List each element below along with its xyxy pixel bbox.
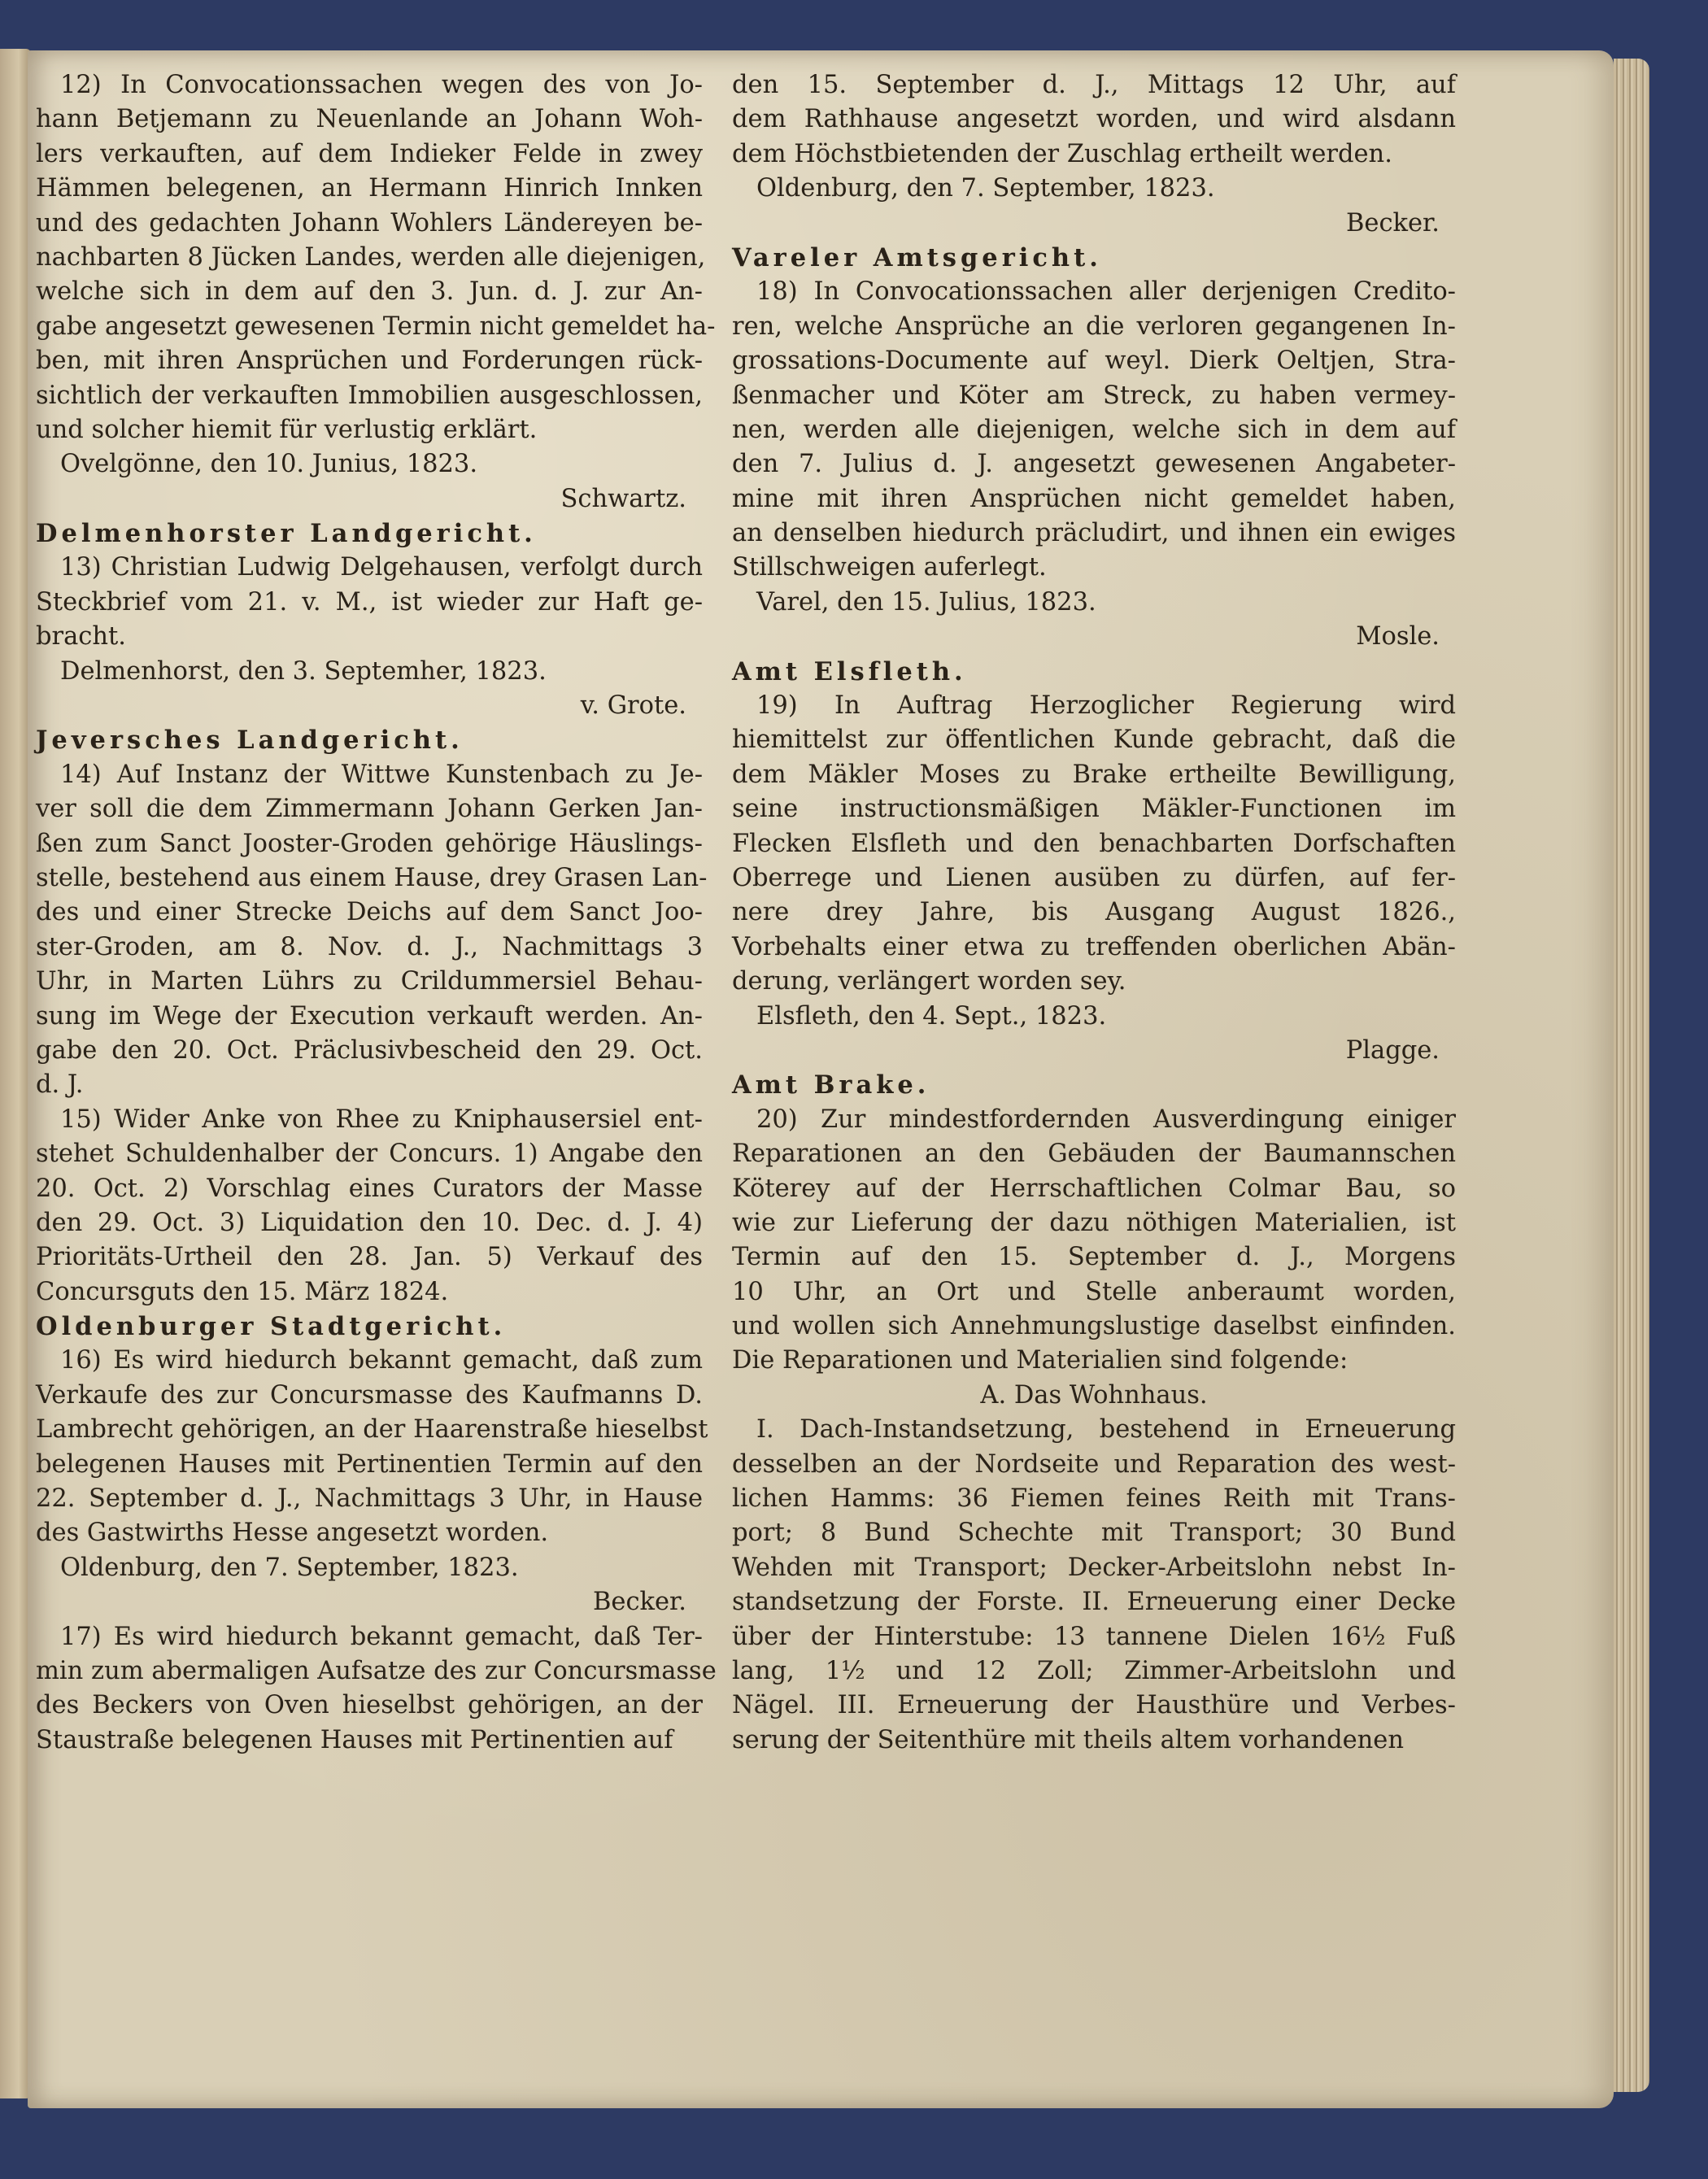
text-line: 20) Zur mindestfordernden Ausverdingung einiger [756,1105,1456,1134]
subsection-heading: A. Das Wohnhaus. [980,1380,1208,1410]
text-line: 10 Uhr, an Ort und Stelle anberaumt worden, [732,1277,1456,1306]
text-line: Stillschweigen auferlegt. [732,553,1047,582]
text-line: Die Reparationen und Materialien sind folgende: [732,1346,1349,1375]
text-line: den 15. September d. J., Mittags 12 Uhr, auf [732,71,1456,99]
text-line: gabe den 20. Oct. Präclusivbescheid den 29. Oct. [36,1035,703,1065]
text-line: wie zur Lieferung der dazu nöthigen Materialien, ist [732,1208,1456,1237]
previous-page-edge [0,49,31,2098]
signature: Schwartz. [560,484,686,513]
text-line: 20. Oct. 2) Vorschlag eines Curators der Masse [36,1174,703,1203]
text-line: lers verkauften, auf dem Indieker Felde in zwey [36,139,703,168]
signature: Becker. [592,1588,686,1617]
text-line: des und einer Strecke Deichs auf dem Sanct Joo- [36,898,703,927]
place-date-line: Delmenhorst, den 3. Septemher, 1823. [60,656,547,686]
text-line: Staustraße belegenen Hauses mit Pertinentien auf [36,1725,673,1754]
text-line: dem Höchstbietenden der Zuschlag ertheilt werden. [732,139,1392,168]
text-line: über der Hinterstube: 13 tannene Dielen 16½ Fuß [732,1622,1456,1651]
place-date-line: Oldenburg, den 7. September, 1823. [60,1553,519,1582]
section-heading: Amt Elsfleth. [732,656,967,686]
text-line: des Gastwirths Hesse angesetzt worden. [36,1519,549,1548]
text-line: 14) Auf Instanz der Wittwe Kunstenbach zu Je- [60,760,703,789]
text-line: standsetzung der Forste. II. Erneuerung einer Decke [732,1588,1456,1617]
text-line: dem Mäkler Moses zu Brake ertheilte Bewilligung, [732,760,1456,789]
section-heading: Jeversches Landgericht. [36,726,464,756]
text-line: port; 8 Bund Schechte mit Transport; 30 Bund [732,1519,1456,1548]
text-line: ßenmacher und Köter am Streck, zu haben vermey- [732,381,1456,410]
text-line: Reparationen an den Gebäuden der Baumannschen [732,1140,1456,1169]
text-line: Flecken Elsfleth und den benachbarten Dorfschaften [732,829,1456,858]
text-line: 19) In Auftrag Herzoglicher Regierung wird [756,691,1456,721]
place-date-line: Varel, den 15. Julius, 1823. [756,587,1096,617]
text-line: Lambrecht gehörigen, an der Haarenstraße hieselbst [36,1415,708,1445]
text-line: sichtlich der verkauften Immobilien ausgeschlossen, [36,381,703,410]
text-line: 17) Es wird hiedurch bekannt gemacht, daß Ter- [60,1622,703,1651]
text-line: min zum abermaligen Aufsatze des zur Concursmasse [36,1656,717,1685]
text-line: d. J. [36,1070,84,1100]
text-line: nen, werden alle diejenigen, welche sich in dem auf [732,415,1456,444]
text-line: und solcher hiemit für verlustig erklärt. [36,415,538,444]
text-line: nachbarten 8 Jücken Landes, werden alle diejenigen, [36,242,706,272]
place-date-line: Oldenburg, den 7. September, 1823. [756,174,1215,203]
text-line: hann Betjemann zu Neuenlande an Johann Woh- [36,105,703,134]
text-line: dem Rathhause angesetzt worden, und wird alsdann [732,105,1456,134]
page-stack-edge [1614,59,1649,2092]
signature: Plagge. [1345,1035,1440,1065]
section-heading: Oldenburger Stadtgericht. [36,1312,507,1342]
text-line: 22. September d. J., Nachmittags 3 Uhr, in Hause [36,1484,703,1514]
text-line: Prioritäts-Urtheil den 28. Jan. 5) Verkauf des [36,1243,703,1272]
text-line: lang, 1½ und 12 Zoll; Zimmer-Arbeitslohn und [732,1656,1456,1685]
signature: Becker. [1345,208,1440,238]
text-line: Wehden mit Transport; Decker-Arbeitslohn nebst In- [732,1553,1456,1582]
text-line: nere drey Jahre, bis Ausgang August 1826., [732,898,1456,927]
text-line: Hämmen belegenen, an Hermann Hinrich Innken [36,174,703,203]
text-line: ver soll die dem Zimmermann Johann Gerken Jan- [36,795,703,824]
section-heading: Delmenhorster Landgericht. [36,519,537,549]
text-line: desselben an der Nordseite und Reparation des west- [732,1449,1456,1479]
text-line: seine instructionsmäßigen Mäkler-Functionen im [732,795,1456,824]
text-line: Nägel. III. Erneuerung der Hausthüre und Verbes- [732,1691,1456,1720]
text-line: an denselben hiedurch präcludirt, und ihnen ein ewiges [732,519,1456,548]
left-column [36,68,717,1758]
text-line: den 29. Oct. 3) Liquidation den 10. Dec. d. J. 4) [36,1208,703,1237]
text-line: Termin auf den 15. September d. J., Morgens [732,1243,1456,1272]
text-line: derung, verlängert worden sey. [732,967,1126,996]
text-line: 12) In Convocationssachen wegen des von Jo- [60,71,703,99]
text-line: Steckbrief vom 21. v. M., ist wieder zur Haft ge- [36,587,703,617]
text-line: Oberrege und Lienen ausüben zu dürfen, auf fer- [732,863,1456,892]
text-line: des Beckers von Oven hieselbst gehörigen, an der [36,1691,703,1720]
text-line: und wollen sich Annehmungslustige daselbst einfinden. [732,1312,1456,1341]
text-line: Concursguts den 15. März 1824. [36,1277,449,1306]
text-line: 13) Christian Ludwig Delgehausen, verfolgt durch [60,553,703,582]
section-heading: Amt Brake. [732,1070,930,1100]
text-line: ben, mit ihren Ansprüchen und Forderungen rück- [36,346,703,376]
text-line: den 7. Julius d. J. angesetzt gewesenen Angabeter- [732,450,1456,479]
text-line: mine mit ihren Ansprüchen nicht gemeldet haben, [732,484,1456,513]
signature: v. Grote. [580,691,686,721]
text-line: serung der Seitenthüre mit theils altem vorhandenen [732,1725,1405,1754]
text-line: belegenen Hauses mit Pertinentien Termin auf den [36,1449,703,1479]
place-date-line: Ovelgönne, den 10. Junius, 1823. [60,450,478,479]
text-line: 16) Es wird hiedurch bekannt gemacht, daß zum [60,1346,703,1375]
text-line: hiemittelst zur öffentlichen Kunde gebracht, daß die [732,726,1456,755]
text-line: ßen zum Sanct Jooster-Groden gehörige Häuslings- [36,829,703,858]
text-line: welche sich in dem auf den 3. Jun. d. J. zur An- [36,277,703,307]
text-line: Verkaufe des zur Concursmasse des Kaufmanns D. [36,1380,703,1410]
text-line: ster-Groden, am 8. Nov. d. J., Nachmittags 3 [36,932,703,961]
text-line: und des gedachten Johann Wohlers Ländereyen be- [36,208,703,238]
signature: Mosle. [1356,622,1440,652]
section-heading: Vareler Amtsgericht. [732,242,1102,272]
text-line: ren, welche Ansprüche an die verloren gegangenen In- [732,312,1456,341]
text-line: 18) In Convocationssachen aller derjenigen Credito- [756,277,1456,307]
text-line: Uhr, in Marten Lührs zu Crildummersiel Behau- [36,967,703,996]
right-column [732,68,1456,1758]
place-date-line: Elsfleth, den 4. Sept., 1823. [756,1001,1107,1031]
text-line: Köterey auf der Herrschaftlichen Colmar Bau, so [732,1174,1456,1203]
text-line: bracht. [36,622,126,652]
text-line: lichen Hamms: 36 Fiemen feines Reith mit Trans- [732,1484,1456,1514]
text-line: grossations-Documente auf weyl. Dierk Oeltjen, Stra- [732,346,1456,376]
text-line: gabe angesetzt gewesenen Termin nicht gemeldet ha- [36,312,716,341]
text-line: I. Dach-Instandsetzung, bestehend in Erneuerung [756,1415,1456,1445]
text-line: 15) Wider Anke von Rhee zu Kniphausersiel ent- [60,1105,703,1134]
text-line: stehet Schuldenhalber der Concurs. 1) Angabe den [36,1140,703,1169]
text-line: sung im Wege der Execution verkauft werden. An- [36,1001,703,1031]
text-line: Vorbehalts einer etwa zu treffenden oberlichen Abän- [732,932,1456,961]
text-line: stelle, bestehend aus einem Hause, drey Grasen Lan- [36,863,708,892]
